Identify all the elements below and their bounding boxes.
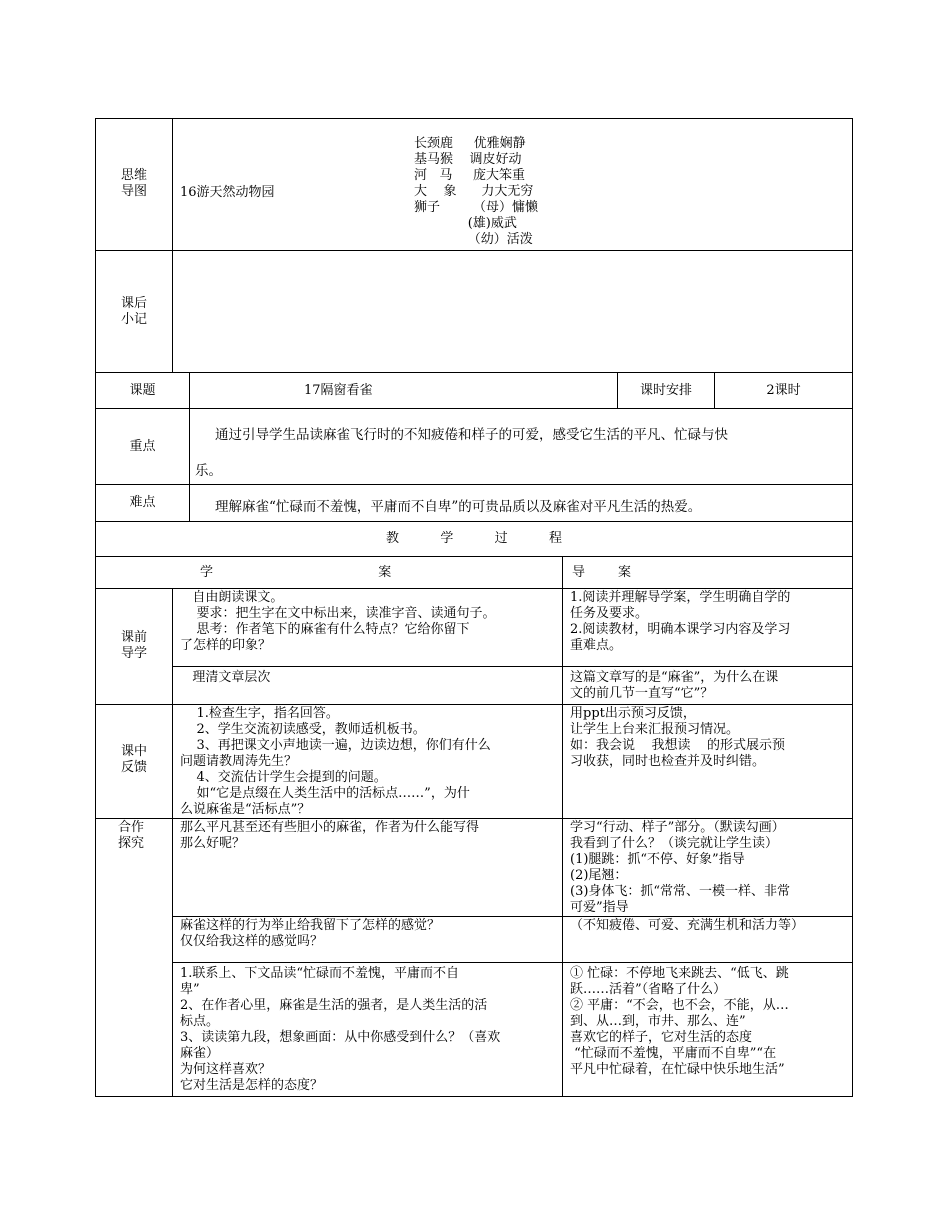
text-line: (1)腿跳：抓“不停、好象”指导 xyxy=(570,852,745,867)
mindmap-line: 大 象 力大无穷 xyxy=(414,184,534,199)
text-line: 思考：作者笔下的麻雀有什么特点？它给你留下 xyxy=(180,622,470,637)
rule xyxy=(172,666,853,667)
text-line: 文的前几节一直写“它”？ xyxy=(570,686,714,701)
text-line: 仅仅给我这样的感觉吗？ xyxy=(180,934,324,949)
label-line: 合作 xyxy=(118,820,145,835)
mindmap-label xyxy=(96,168,172,200)
mindmap-line: （幼）活泼 xyxy=(414,232,533,247)
text-line: 3、读读第九段，想象画面：从中你感受到什么？（喜欢 xyxy=(180,1030,501,1045)
rule xyxy=(95,372,853,373)
text-line: 要求：把生字在文中标出来，读准字音、读通句子。 xyxy=(180,606,496,621)
text-line: 如“它是点缀在人类生活中的活标点……”，为什 xyxy=(180,786,470,801)
text-line: 4、交流估计学生会提到的问题。 xyxy=(180,770,387,785)
rule xyxy=(95,588,853,589)
label-line: 课前 xyxy=(120,630,147,645)
explore-study-block-2 xyxy=(180,918,440,950)
text-line: 重难点。 xyxy=(570,638,623,653)
text-line: “忙碌而不羞愧，平庸而不自卑”“在 xyxy=(570,1046,777,1061)
schedule-label: 课时安排 xyxy=(639,383,692,398)
key-points-line: 乐。 xyxy=(195,463,222,479)
topic-label: 课题 xyxy=(129,383,156,398)
key-points-label: 重点 xyxy=(129,439,156,454)
text-line: 让学生上台来汇报预习情况。 xyxy=(570,722,740,737)
text-line: 么说麻雀是“活标点”？ xyxy=(180,802,311,817)
rule xyxy=(95,818,853,819)
feedback-guide-block xyxy=(570,706,785,770)
text-line: 问题请教周涛先生？ xyxy=(180,754,298,769)
text-line: (2)尾翘： xyxy=(570,868,628,883)
text-line: 3、再把课文小声地读一遍，边读边想，你们有什么 xyxy=(180,738,491,753)
mindmap-line: 基马猴 调皮好动 xyxy=(414,152,522,167)
mindmap-line: 狮子 （母）慵懒 xyxy=(414,200,539,215)
text-line: 用ppt出示预习反馈， xyxy=(570,706,696,721)
explore-label xyxy=(118,820,144,852)
text-line: 麻雀这样的行为举止给我留下了怎样的感觉？ xyxy=(180,918,441,933)
rule xyxy=(95,484,853,485)
text-line: 那么好呢？ xyxy=(180,836,246,851)
rule xyxy=(95,521,853,522)
preview-study-block xyxy=(180,590,496,654)
rule xyxy=(562,556,563,1097)
mindmap-lesson-title: 16游天然动物园 xyxy=(180,185,275,200)
text-line: 习收获，同时也检查并及时纠错。 xyxy=(570,754,766,769)
label-line: 课中 xyxy=(120,744,147,759)
text-line: 卑” xyxy=(180,982,200,997)
guide-column-header: 导 案 xyxy=(572,565,632,580)
text-line: 1.联系上、下文品读“忙碌而不羞愧，平庸而不自 xyxy=(180,966,460,981)
topic-value: 17隔窗看雀 xyxy=(304,383,373,398)
mindmap-branches xyxy=(414,136,538,248)
process-header: 教 学 过 程 xyxy=(386,531,562,546)
text-line: 喜欢它的样子，它对生活的态度 xyxy=(570,1030,753,1045)
text-line: 2、学生交流初读感受，教师适机板书。 xyxy=(180,722,426,737)
rule xyxy=(172,962,853,963)
explore-study-block-3 xyxy=(180,966,500,1094)
text-line: 2、在作者心里，麻雀是生活的强者，是人类生活的活 xyxy=(180,998,488,1013)
label-line: 小记 xyxy=(120,312,147,327)
explore-guide-block-1 xyxy=(570,820,790,916)
label-line: 反馈 xyxy=(120,760,147,775)
rule xyxy=(172,588,173,1097)
explore-guide-block-2 xyxy=(570,918,804,934)
text-line: ② 平庸：“不会，也不会，不能，从… xyxy=(570,998,789,1013)
rule xyxy=(95,118,853,119)
text-line: 这篇文章写的是“麻雀”，为什么在课 xyxy=(570,670,779,685)
text-line: 1.检查生字，指名回答。 xyxy=(180,706,339,721)
text-line: ① 忙碌：不停地飞来跳去、“低飞、跳 xyxy=(570,966,789,981)
rule xyxy=(95,1096,853,1097)
feedback-label xyxy=(96,744,172,776)
text-line: 它对生活是怎样的态度？ xyxy=(180,1078,324,1093)
text-line: （不知疲倦、可爱、充满生机和活力等） xyxy=(570,918,805,933)
label-line: 课后 xyxy=(120,296,147,311)
difficulty-text: 理解麻雀“忙碌而不羞愧，平庸而不自卑”的可贵品质以及麻雀对平凡生活的热爱。 xyxy=(215,499,702,515)
label-line: 思维 xyxy=(120,168,147,183)
mindmap-line: (雄)威武 xyxy=(414,216,517,231)
text-line: 标点。 xyxy=(180,1014,220,1029)
schedule-value: 2课时 xyxy=(766,383,801,398)
preview-guide-block xyxy=(570,590,790,654)
mindmap-line: 河 马 庞大笨重 xyxy=(414,168,526,183)
text-line: 任务及要求。 xyxy=(570,606,649,621)
preview-label xyxy=(96,630,172,662)
text-line: 1.阅读并理解导学案，学生明确自学的 xyxy=(570,590,791,605)
rule xyxy=(95,118,96,1097)
label-line: 探究 xyxy=(118,836,145,851)
explore-guide-block-3 xyxy=(570,966,789,1078)
text-line: 我看到了什么？（谈完就让学生读） xyxy=(570,836,779,851)
difficulty-label: 难点 xyxy=(129,495,156,510)
rule xyxy=(95,250,853,251)
text-line: 自由朗读课文。 xyxy=(180,590,284,605)
rule xyxy=(95,408,853,409)
label-line: 导学 xyxy=(120,646,147,661)
key-points-line: 通过引导学生品读麻雀飞行时的不知疲倦和样子的可爱，感受它生活的平凡、忙碌与快 xyxy=(215,427,728,443)
text-line: 跃……活着”（省略了什么） xyxy=(570,982,727,997)
text-line: 了怎样的印象？ xyxy=(180,638,272,653)
notes-label xyxy=(96,296,172,328)
rule xyxy=(95,556,853,557)
text-line: 到、从…到，市井、那么、连” xyxy=(570,1014,746,1029)
text-line: 可爱”指导 xyxy=(570,900,629,915)
text-line: 那么平凡甚至还有些胆小的麻雀，作者为什么能写得 xyxy=(180,820,480,835)
text-line: 为何这样喜欢？ xyxy=(180,1062,272,1077)
explore-study-block-1 xyxy=(180,820,479,852)
text-line: 2.阅读教材，明确本课学习内容及学习 xyxy=(570,622,791,637)
rule xyxy=(172,118,173,372)
text-line: (3)身体飞：抓“常常、一模一样、非常 xyxy=(570,884,791,899)
text-line: 理清文章层次 xyxy=(180,670,271,685)
feedback-study-block xyxy=(180,706,491,818)
text-line: 如：我会说 我想读 的形式展示预 xyxy=(570,738,786,753)
text-line: 平凡中忙碌着，在忙碌中快乐地生活” xyxy=(570,1062,785,1077)
study-column-header: 学 案 xyxy=(200,565,392,580)
rule xyxy=(189,372,190,521)
text-line: 麻雀） xyxy=(180,1046,220,1061)
text-line: 学习“行动、样子”部分。（默读勾画） xyxy=(570,820,785,835)
preview-guide-block-2 xyxy=(570,670,778,702)
rule xyxy=(852,118,853,1097)
mindmap-line: 长颈鹿 优雅娴静 xyxy=(414,136,526,151)
preview-study-block-2 xyxy=(180,670,270,686)
label-line: 导图 xyxy=(120,184,147,199)
rule xyxy=(172,916,853,917)
rule xyxy=(95,704,853,705)
